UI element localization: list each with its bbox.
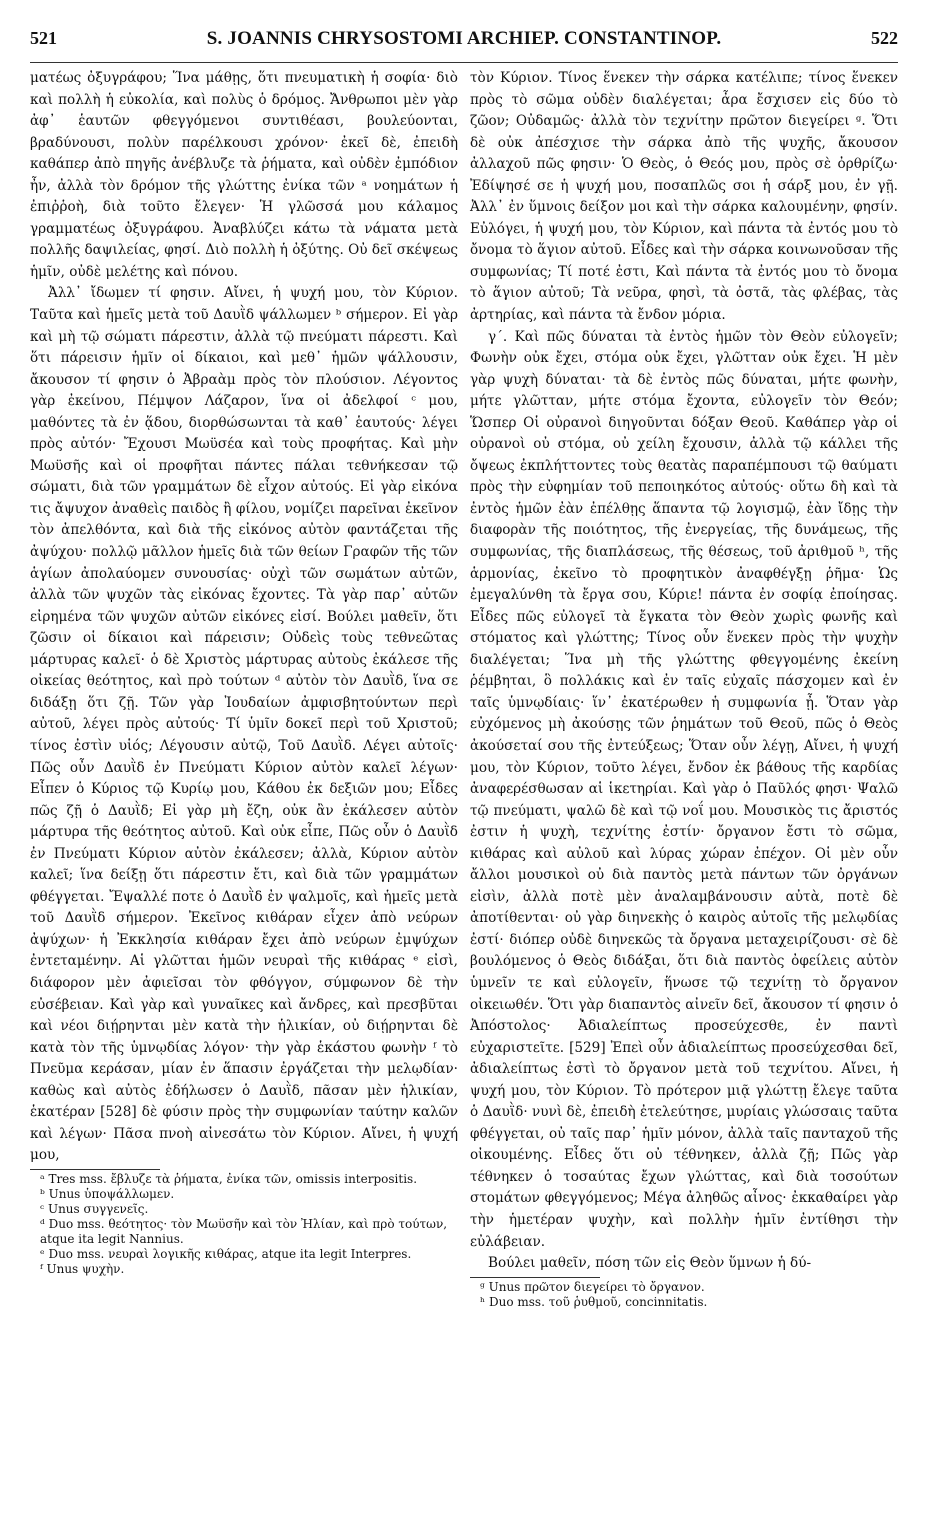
footnote-e: ᵉ Duo mss. νευραὶ λογικῆς κιθάρας, atque ita legit Interpres.: [40, 1246, 412, 1261]
footnote-rule: [30, 1169, 160, 1170]
footnote-b: ᵇ Unus ὑποψάλλωμεν.: [40, 1186, 175, 1201]
right-footnotes: [470, 1277, 898, 1310]
footnote-g: ᵍ Unus πρῶτον διεγείρει τὸ ὄργανον.: [480, 1279, 705, 1294]
footnote-f: ᶠ Unus ψυχὴν.: [40, 1261, 125, 1276]
right-paragraph-3: Βούλει μαθεῖν, πόση τῶν εἰς Θεὸν ὕμνων ἡ δύ-: [488, 1255, 812, 1272]
right-paragraph-2: γ´. Καὶ πῶς δύναται τὰ ἐντὸς ἡμῶν τὸν Θεὸν εὐλογεῖν; Φωνὴν οὐκ ἔχει, στόμα οὐκ ἔχει, γλῶτταν οὐκ ἔχει. Ἡ μὲν γὰρ ψυχὴ δύναται· τὰ δὲ ἐντὸς πῶς δύναται, μήτε φωνὴν, μήτε γλῶτταν, μήτε στόμα ἔχοντα, εὐλογεῖν τὸν Θεόν; Ὥσπερ Οἱ οὐρανοὶ διηγοῦνται δόξαν Θεοῦ. Καθάπερ γὰρ οἱ οὐρανοὶ οὐ στόμα, οὐ χείλη ἔχουσιν, ἀλλὰ τῷ κάλλει τῆς ὄψεως ἐκπλήττοντες τοὺς θεατὰς παραπέμπουσι τῷ θαύματι πρὸς τὴν εὐφημίαν τοῦ πεποιηκότος αὐτούς· οὕτω δὴ καὶ τὰ ἐντὸς ἡμῶν ἐὰν ἐπέλθῃς ἅπαντα τῷ λογισμῷ, ἐὰν ἴδῃς τὴν διαφορὰν τῆς ποιότητος, τῆς ἐνεργείας, τῆς δυνάμεως, τῆς συμφωνίας, τῆς διαπλάσεως, τῆς θέσεως, τοῦ ἀριθμοῦ ʰ, τῆς ἁρμονίας, ἐκεῖνο τὸ προφητικὸν ἀναφθέγξῃ ῥῆμα· Ὡς ἐμεγαλύνθη τὰ ἔργα σου, Κύριε! πάντα ἐν σοφίᾳ ἐποίησας. Εἶδες πῶς εὐλογεῖ τὰ ἔγκατα τὸν Θεὸν χωρὶς φωνῆς καὶ στόματος καὶ γλώττης; Τίνος οὖν ἕνεκεν πρὸς τὴν ψυχὴν διαλέγεται; Ἵνα μὴ τῆς γλώττης φθεγγομένης ἐκείνη ῥέμβηται, ὃ πολλάκις καὶ ἐν ταῖς εὐχαῖς πάσχομεν καὶ ἐν ταῖς ὑμνῳδίαις· ἵν᾿ ἐκατέρωθεν ἡ συμφωνία ᾖ. Ὅταν γὰρ εὐχόμενος μὴ ἀκούσῃς τῶν ῥημάτων τοῦ Θεοῦ, πῶς ὁ Θεὸς ἀκούσεταί σου τῆς ἐντεύξεως; Ὅταν οὖν λέγῃ, Αἴνει, ἡ ψυχή μου, τὸν Κύριον, τοῦτο λέγει, ἔνδον ἐκ βάθους τῆς καρδίας ἀναφερέσθωσαν αἱ ἱκετηρίαι. Καὶ γὰρ ὁ Παῦλός φησι· Ψαλῶ τῷ πνεύματι, ψαλῶ δὲ καὶ τῷ νοΐ μου. Μουσικὸς τις ἄριστός ἐστιν ἡ ψυχὴ, τεχνίτης ἐστίν· ὄργανον ἔστι τὸ σῶμα, κιθάρας καὶ αὐλοῦ καὶ λύρας χώραν ἐπέχον. Οἱ μὲν οὖν ἄλλοι μουσικοὶ οὐ διὰ παντὸς μετὰ πάντων τῶν ὀργάνων εἰσὶν, ἀλλὰ ποτὲ μὲν ἀναλαμβάνουσιν αὐτὰ, ποτὲ δὲ ἀποτίθενται· οὐ γὰρ διηνεκὴς ὁ καιρὸς αὐτοῖς τῆς μελῳδίας ἐστί· διόπερ οὐδὲ διηνεκῶς τὰ ὄργανα μεταχειρίζουσι· σὲ δὲ βουλόμενος ὁ Θεὸς διδάξαι, ὅτι διὰ παντὸς ὀφείλεις αὐτὸν ὑμνεῖν τε καὶ εὐλογεῖν, ἥνωσε τῷ τεχνίτῃ τὸ ὄργανον οἰκειωθέν. Ὅτι γὰρ διαπαντὸς αἰνεῖν δεῖ, ἄκουσον τί φησιν ὁ Ἀπόστολος· Ἀδιαλείπτως προσεύχεσθε, ἐν παντὶ εὐχαριστεῖτε. [529] Ἐπεὶ οὖν ἀδιαλείπτως προσεύχεσθαι δεῖ, ἀδιαλείπτως ἐστὶ τὸ ὄργανον μετὰ τοῦ τεχνίτου. Αἴνει, ἡ ψυχή μου, τὸν Κύριον. Τὸ πρότερον μιᾷ γλώττῃ ἔλεγε ταῦτα ὁ Δαυῒδ· νυνὶ δὲ, ἐπειδὴ ἐτελεύτησε, μυρίαις γλώσσαις ταῦτα φθέγγεται, οὐ ταῖς παρ᾿ ἡμῖν μόνον, ἀλλὰ ταῖς πανταχοῦ τῆς οἰκουμένης. Εἶδες ὅτι οὐ τέθνηκεν, ἀλλὰ ζῇ; Πῶς γὰρ τέθνηκεν ὁ τοσαύτας ἔχων γλώττας, καὶ διὰ τοσούτων στομάτων φθεγγόμενος; Μέγα ἀληθῶς αἶνος· ἐκκαθαίρει γὰρ τὴν ἡμετέραν ψυχὴν, καὶ πολλὴν ἡμῖν ἐντίθησι τὴν εὐλάβειαν.: [470, 328, 898, 1250]
footnote-h: ʰ Duo mss. τοῦ ῥυθμοῦ, concinnitatis.: [480, 1294, 708, 1309]
right-paragraph-1: τὸν Κύριον. Τίνος ἕνεκεν τὴν σάρκα κατέλιπε; τίνος ἕνεκεν πρὸς τὸ σῶμα οὐδὲν διαλέγεται; ἆρα ἔσχισεν εἰς δύο τὸ ζῶον; Οὐδαμῶς· ἀλλὰ τὸν τεχνίτην πρῶτον διεγείρει ᵍ. Ὅτι δὲ οὐκ ἀπέσχισε τὴν σάρκα ἀπὸ τῆς ψυχῆς, ἄκουσον ἀλλαχοῦ πῶς φησιν· Ὁ Θεὸς, ὁ Θεός μου, πρὸς σὲ ὀρθρίζω· Ἐδίψησέ σε ἡ ψυχή μου, ποσαπλῶς σοι ἡ σάρξ μου, ἐν γῇ. Ἀλλ᾿ ἐν ὕμνοις δείξον μοι καὶ τὴν σάρκα καλουμένην, φησίν. Εὐλόγει, ἡ ψυχή μου, τὸν Κύριον, καὶ πάντα τὰ ἐντός μου τὸ ὄνομα τὸ ἅγιον αὐτοῦ. Εἶδες καὶ τὴν σάρκα κοινωνοῦσαν τῆς συμφωνίας; Τί ποτέ ἐστι, Καὶ πάντα τὰ ἐντός μου τὸ ὄνομα τὸ ἅγιον αὐτοῦ; Τὰ νεῦρα, φησὶ, τὰ ὀστᾶ, τὰς φλέβας, τὰς ἀρτηρίας, καὶ πάντα τὰ ἔνδον μόρια.: [470, 70, 898, 324]
left-paragraph-2: Ἀλλ᾿ ἴδωμεν τί φησιν. Αἴνει, ἡ ψυχή μου, τὸν Κύριον. Ταῦτα καὶ ἡμεῖς μετὰ τοῦ Δαυῒδ ψάλλωμεν ᵇ σήμερον. Εἰ γὰρ καὶ μὴ τῷ σώματι πάρεστιν, ἀλλὰ τῷ πνεύματι πάρεστι. Καὶ ὅτι πάρεισιν ἡμῖν οἱ δίκαιοι, καὶ μεθ᾿ ἡμῶν ψάλλουσιν, ἄκουσον τί φησιν ὁ Ἀβραὰμ πρὸς τὸν πλούσιον. Λέγοντος γὰρ ἐκείνου, Πέμψον Λάζαρον, ἵνα οἱ ἀδελφοί ᶜ μου, μαθόντες τὰ ἐν ᾅδου, διορθώσωνται τὰ καθ᾿ ἑαυτούς· λέγει πρὸς αὐτόν· Ἔχουσι Μωϋσέα καὶ τοὺς προφήτας. Καὶ μὴν Μωϋσῆς καὶ οἱ προφῆται πάντες πάλαι τεθνήκεσαν τῷ σώματι, διὰ τῶν γραμμάτων δὲ εἶχον αὐτούς. Εἰ γὰρ εἰκόνα τις ἄψυχον ἀναθεὶς παιδὸς ἢ φίλου, νομίζει παρεῖναι ἐκεῖνον τὸν ἀπελθόντα, καὶ διὰ τῆς εἰκόνος αὐτὸν φαντάζεται τῆς ἀψύχου· πολλῷ μᾶλλον ἡμεῖς διὰ τῶν θείων Γραφῶν τῆς τῶν ἁγίων ἀπολαύομεν συνουσίας· οὐχὶ τῶν σωμάτων αὐτῶν, ἀλλὰ τῶν ψυχῶν τὰς εἰκόνας ἔχοντες. Τὰ γὰρ παρ᾿ αὐτῶν εἰρημένα τῶν ψυχῶν αὐτῶν εἰκόνες εἰσί. Βούλει μαθεῖν, ὅτι ζῶσιν οἱ δίκαιοι καὶ πάρεισιν; Οὐδεὶς τοὺς τεθνεῶτας μάρτυρας καλεῖ· ὁ δὲ Χριστὸς μάρτυρας αὐτοὺς ἐκάλεσε τῆς οἰκείας θεότητος, καὶ πρὸ τούτων ᵈ αὐτὸν τὸν Δαυῒδ, ἵνα σε διδάξῃ ὅτι ζῇ. Τῶν γὰρ Ἰουδαίων ἀμφισβητούντων περὶ αὐτοῦ, λέγει πρὸς αὐτούς· Τί ὑμῖν δοκεῖ περὶ τοῦ Χριστοῦ; τίνος ἐστὶν υἱός; Λέγουσιν αὐτῷ, Τοῦ Δαυῒδ. Λέγει αὐτοῖς· Πῶς οὖν Δαυῒδ ἐν Πνεύματι Κύριον αὐτὸν καλεῖ λέγων· Εἶπεν ὁ Κύριος τῷ Κυρίῳ μου, Κάθου ἐκ δεξιῶν μου; Εἶδες πῶς ζῇ ὁ Δαυῒδ; Εἰ γὰρ μὴ ἔζη, οὐκ ἂν ἐκάλεσεν αὐτὸν μάρτυρα τῆς θεότητος αὐτοῦ. Καὶ οὐκ εἶπε, Πῶς οὖν ὁ Δαυῒδ ἐν Πνεύματι Κύριον αὐτὸν ἐκάλεσεν; ἀλλὰ, Κύριον αὐτὸν καλεῖ; ἵνα δείξῃ ὅτι πάρεστιν ἔτι, καὶ διὰ τῶν γραμμάτων φθέγγεται. Ἔψαλλέ ποτε ὁ Δαυῒδ ἐν ψαλμοῖς, καὶ ἡμεῖς μετὰ τοῦ Δαυῒδ σήμερον. Ἐκεῖνος κιθάραν εἶχεν ἀπὸ νεύρων ἀψύχων· ἡ Ἐκκλησία κιθάραν ἔχει ἀπὸ νεύρων ἐμψύχων ἐντεταμένην. Αἱ γλῶτται ἡμῶν νευραὶ τῆς κιθάρας ᵉ εἰσὶ, διάφορον μὲν ἀφιεῖσαι τὸν φθόγγον, σύμφωνον δὲ τὴν εὐσέβειαν. Καὶ γὰρ καὶ γυναῖκες καὶ ἄνδρες, καὶ πρεσβῦται καὶ νέοι διῄρηνται μὲν κατὰ τὴν ἡλικίαν, οὐ διῄρηνται δὲ κατὰ τὸν τῆς ὑμνῳδίας λόγον· τὴν γὰρ ἑκάστου φωνὴν ᶠ τὸ Πνεῦμα κεράσαν, μίαν ἐν ἅπασιν ἐργάζεται τὴν μελῳδίαν· καθὼς καὶ αὐτὸς ἐδήλωσεν ὁ Δαυῒδ, πᾶσαν μὲν ἡλικίαν, ἑκατέραν [528] δὲ φύσιν πρὸς τὴν συμφωνίαν ταύτην καλῶν καὶ λέγων· Πᾶσα πνοὴ αἰνεσάτω τὸν Κύριον. Αἴνει, ἡ ψυχή μου,: [30, 285, 458, 1164]
page-number-left: 521: [30, 28, 57, 48]
footnote-c: ᶜ Unus συγγενεῖς.: [40, 1201, 149, 1216]
running-header: [30, 28, 898, 58]
left-paragraph-1: ματέως ὀξυγράφου; Ἵνα μάθῃς, ὅτι πνευματικὴ ἡ σοφία· διὸ καὶ πολλὴ ἡ εὐκολία, καὶ πολὺς ὁ δρόμος. Ἄνθρωποι μὲν γὰρ ἀφ᾿ ἑαυτῶν φθεγγόμενοι συντιθέασι, βουλεύονται, βραδύνουσι, πολὺν παρέλκουσι χρόνον· ἐκεῖ δὲ, ἐπειδὴ καθάπερ ἀπὸ πηγῆς ἀνέβλυζε τὰ ῥήματα, καὶ οὐδὲν ἐμπόδιον ἦν, ἀλλὰ τὸν δρόμον τῆς γλώττης ἐνίκα τῶν ᵃ νοημάτων ἡ ἐπιῤῥοὴ, διὰ τοῦτο ἔλεγεν· Ἡ γλῶσσά μου κάλαμος γραμματέως ὀξυγράφου. Ἀναβλύζει κάτω τὰ νάματα μετὰ πολλῆς δαψιλείας, φησί. Διὸ πολλὴ ἡ ὀξύτης. Οὐ δεῖ σκέψεως ἡμῖν, οὐδὲ μελέτης καὶ πόνου.: [30, 70, 458, 280]
footnote-d: ᵈ Duo mss. θεότητος· τὸν Μωϋσῆν καὶ τὸν Ἠλίαν, καὶ πρὸ τούτων, atque ita legit Nannius.: [40, 1216, 448, 1246]
right-column: [470, 68, 898, 1310]
footnote-rule-right: [470, 1277, 600, 1278]
header-rule: [30, 62, 898, 63]
footnote-a: ᵃ Tres mss. ἔβλυζε τὰ ῥήματα, ἐνίκα τῶν, omissis interpositis.: [40, 1171, 418, 1186]
running-title: S. JOANNIS CHRYSOSTOMI ARCHIEP. CONSTANTINOP.: [206, 28, 722, 49]
left-column: [30, 68, 458, 1277]
left-footnotes: [30, 1169, 458, 1277]
page-number-right: 522: [871, 28, 898, 48]
